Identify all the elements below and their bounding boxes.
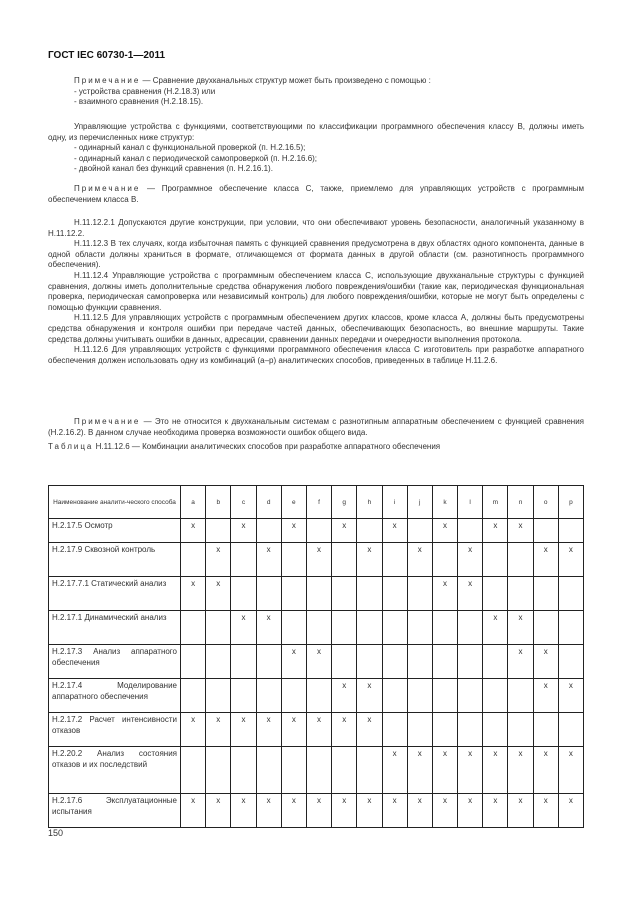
paragraph-text: Управляющие устройства с функциями, соответствующими по классификации программного обеспечения классу В, должны иметь одну, из перечисленных ниже структур: <box>48 122 584 142</box>
mark-cell-f: x <box>306 645 331 679</box>
mark-cell-p: x <box>558 747 583 794</box>
mark-cell-j <box>407 519 432 543</box>
mark-cell-n <box>508 713 533 747</box>
mark-cell-p <box>558 577 583 611</box>
note-text: — Сравнение двухканальных структур может быть произведено с помощью : <box>140 76 431 85</box>
mark-cell-n: x <box>508 645 533 679</box>
mark-cell-c: x <box>231 519 256 543</box>
mark-cell-o <box>533 611 558 645</box>
table-row <box>49 543 584 577</box>
mark-cell-f: x <box>306 794 331 828</box>
mark-cell-g <box>332 747 357 794</box>
mark-cell-g <box>332 611 357 645</box>
note-2 <box>48 184 584 205</box>
mark-cell-l <box>458 611 483 645</box>
mark-cell-m: x <box>483 611 508 645</box>
table-row <box>49 747 584 794</box>
method-name: Н.2.17.3 Анализ аппаратного обеспечения <box>49 645 181 679</box>
mark-cell-m <box>483 645 508 679</box>
mark-cell-h: x <box>357 543 382 577</box>
column-header-e: e <box>281 486 306 519</box>
mark-cell-j <box>407 577 432 611</box>
column-header-j: j <box>407 486 432 519</box>
method-column-header: Наименование аналити-ческого способа <box>49 486 181 519</box>
mark-cell-d <box>256 645 281 679</box>
mark-cell-n: x <box>508 794 533 828</box>
mark-cell-b: x <box>206 794 231 828</box>
list-item: - устройства сравнения (Н.2.18.3) или <box>74 86 216 96</box>
column-header-m: m <box>483 486 508 519</box>
mark-cell-m <box>483 679 508 713</box>
mark-cell-i <box>382 645 407 679</box>
mark-cell-h: x <box>357 794 382 828</box>
mark-cell-b <box>206 519 231 543</box>
mark-cell-d <box>256 519 281 543</box>
mark-cell-d: x <box>256 611 281 645</box>
paragraph-class-b <box>48 122 584 175</box>
mark-cell-f <box>306 577 331 611</box>
mark-cell-d: x <box>256 543 281 577</box>
mark-cell-d: x <box>256 794 281 828</box>
mark-cell-c: x <box>231 713 256 747</box>
mark-cell-a <box>181 645 206 679</box>
mark-cell-b: x <box>206 713 231 747</box>
mark-cell-p: x <box>558 679 583 713</box>
method-name: Н.2.17.4 Моделирование аппаратного обеспечения <box>49 679 181 713</box>
list-item: - взаимного сравнения (Н.2.18.15). <box>74 97 204 107</box>
column-header-h: h <box>357 486 382 519</box>
caption-label: Таблица <box>48 442 94 451</box>
mark-cell-e <box>281 611 306 645</box>
list-item: - одинарный канал с периодической самопроверкой (п. Н.2.16.6); <box>74 153 318 163</box>
note-label: Примечание <box>74 417 141 426</box>
mark-cell-k: x <box>432 794 457 828</box>
note-text: — Это не относится к двухканальным системам с разнотипным аппаратным обеспечением с функцией сравнения (Н.2.16.2). В данном случае необходима проверка возможности ошибок общего вида. <box>48 417 584 437</box>
column-header-b: b <box>206 486 231 519</box>
mark-cell-p: x <box>558 794 583 828</box>
mark-cell-i <box>382 577 407 611</box>
mark-cell-c <box>231 543 256 577</box>
mark-cell-p <box>558 611 583 645</box>
mark-cell-f: x <box>306 543 331 577</box>
clauses <box>48 218 584 366</box>
mark-cell-g <box>332 645 357 679</box>
table-row <box>49 679 584 713</box>
method-name: Н.2.17.2 Расчет интенсивности отказов <box>49 713 181 747</box>
analysis-combinations-table <box>48 485 584 828</box>
mark-cell-e: x <box>281 519 306 543</box>
mark-cell-n: x <box>508 519 533 543</box>
mark-cell-e <box>281 543 306 577</box>
mark-cell-j: x <box>407 543 432 577</box>
mark-cell-g: x <box>332 519 357 543</box>
mark-cell-l <box>458 645 483 679</box>
mark-cell-n <box>508 679 533 713</box>
mark-cell-k <box>432 679 457 713</box>
note-1 <box>48 76 584 108</box>
mark-cell-l <box>458 713 483 747</box>
mark-cell-f <box>306 519 331 543</box>
mark-cell-o: x <box>533 645 558 679</box>
table-row <box>49 519 584 543</box>
mark-cell-h <box>357 577 382 611</box>
mark-cell-e <box>281 679 306 713</box>
column-header-n: n <box>508 486 533 519</box>
clause-h11-12-2-1: Н.11.12.2.1 Допускаются другие конструкции, при условии, что они обеспечивают уровень безопасности, аналогичный указанному в Н.11.12.2. <box>48 218 584 238</box>
mark-cell-l: x <box>458 747 483 794</box>
mark-cell-e: x <box>281 645 306 679</box>
mark-cell-l: x <box>458 794 483 828</box>
mark-cell-l: x <box>458 543 483 577</box>
list-item: - двойной канал без функций сравнения (п. Н.2.16.1). <box>74 164 273 174</box>
mark-cell-e <box>281 747 306 794</box>
table-row <box>49 713 584 747</box>
mark-cell-p <box>558 645 583 679</box>
mark-cell-f <box>306 679 331 713</box>
caption-text: Н.11.12.6 — Комбинации аналитических способов при разработке аппаратного обеспечения <box>93 442 441 451</box>
mark-cell-o: x <box>533 679 558 713</box>
note-text: — Программное обеспечение класса С, также, приемлемо для управляющих устройств с программным обеспечением класса В. <box>48 184 584 204</box>
page-number: 150 <box>48 828 64 838</box>
column-header-l: l <box>458 486 483 519</box>
mark-cell-a <box>181 543 206 577</box>
note-label: Примечание <box>74 184 141 193</box>
mark-cell-f <box>306 611 331 645</box>
mark-cell-p <box>558 713 583 747</box>
mark-cell-b: x <box>206 543 231 577</box>
mark-cell-k: x <box>432 577 457 611</box>
mark-cell-m <box>483 543 508 577</box>
column-header-i: i <box>382 486 407 519</box>
mark-cell-e: x <box>281 713 306 747</box>
column-header-d: d <box>256 486 281 519</box>
mark-cell-c <box>231 679 256 713</box>
mark-cell-j <box>407 645 432 679</box>
mark-cell-l <box>458 519 483 543</box>
mark-cell-k <box>432 645 457 679</box>
mark-cell-o: x <box>533 747 558 794</box>
mark-cell-i <box>382 611 407 645</box>
mark-cell-g: x <box>332 794 357 828</box>
mark-cell-l: x <box>458 577 483 611</box>
mark-cell-d <box>256 679 281 713</box>
mark-cell-a <box>181 679 206 713</box>
mark-cell-a: x <box>181 794 206 828</box>
column-header-a: a <box>181 486 206 519</box>
mark-cell-i <box>382 679 407 713</box>
mark-cell-c <box>231 577 256 611</box>
mark-cell-c <box>231 747 256 794</box>
mark-cell-o <box>533 519 558 543</box>
mark-cell-d <box>256 747 281 794</box>
mark-cell-m: x <box>483 794 508 828</box>
method-name: Н.2.20.2 Анализ состояния отказов и их последствий <box>49 747 181 794</box>
table-caption <box>48 442 584 453</box>
column-header-g: g <box>332 486 357 519</box>
mark-cell-h <box>357 611 382 645</box>
mark-cell-i: x <box>382 794 407 828</box>
mark-cell-h: x <box>357 713 382 747</box>
mark-cell-m <box>483 713 508 747</box>
mark-cell-n <box>508 577 533 611</box>
mark-cell-m: x <box>483 747 508 794</box>
mark-cell-j <box>407 611 432 645</box>
mark-cell-j <box>407 679 432 713</box>
mark-cell-b <box>206 747 231 794</box>
mark-cell-h <box>357 645 382 679</box>
mark-cell-m <box>483 577 508 611</box>
column-header-o: o <box>533 486 558 519</box>
mark-cell-n <box>508 543 533 577</box>
mark-cell-k <box>432 713 457 747</box>
mark-cell-a: x <box>181 519 206 543</box>
mark-cell-e <box>281 577 306 611</box>
standard-header: ГОСТ IEC 60730-1—2011 <box>48 50 166 61</box>
mark-cell-o: x <box>533 543 558 577</box>
clause-h11-12-6: Н.11.12.6 Для управляющих устройств с функциями программного обеспечения класса С изготовитель при разработке аппаратного обеспечения должен использовать одну из комбинаций (a–p) аналитических способов, приведенных в таблице Н.11.2.6. <box>48 345 584 365</box>
mark-cell-o <box>533 577 558 611</box>
mark-cell-b <box>206 611 231 645</box>
table-row <box>49 645 584 679</box>
column-header-f: f <box>306 486 331 519</box>
mark-cell-m: x <box>483 519 508 543</box>
mark-cell-b <box>206 679 231 713</box>
mark-cell-d: x <box>256 713 281 747</box>
mark-cell-f <box>306 747 331 794</box>
mark-cell-a <box>181 747 206 794</box>
mark-cell-p <box>558 519 583 543</box>
method-name: Н.2.17.1 Динамический анализ <box>49 611 181 645</box>
mark-cell-p: x <box>558 543 583 577</box>
mark-cell-c: x <box>231 794 256 828</box>
clause-h11-12-5: Н.11.12.5 Для управляющих устройств с программным обеспечением других классов, кроме класса А, должны быть предусмотрены средства обнаружения и контроля ошибки при передаче частей данных, обеспечивающих безопасность, во внешние маршруты. Такие средства должны учитывать ошибки в данных, адресации, сравнении данных передачи и очередности выполнения протокола. <box>48 313 584 344</box>
mark-cell-h: x <box>357 679 382 713</box>
mark-cell-n: x <box>508 747 533 794</box>
column-header-p: p <box>558 486 583 519</box>
column-header-c: c <box>231 486 256 519</box>
mark-cell-l <box>458 679 483 713</box>
mark-cell-f: x <box>306 713 331 747</box>
table-row <box>49 794 584 828</box>
mark-cell-i: x <box>382 747 407 794</box>
mark-cell-e: x <box>281 794 306 828</box>
mark-cell-k: x <box>432 747 457 794</box>
method-name: Н.2.17.9 Сквозной контроль <box>49 543 181 577</box>
mark-cell-k <box>432 611 457 645</box>
clause-h11-12-4: Н.11.12.4 Управляющие устройства с программным обеспечением класса С, использующие двухканальные структуры с функцией сравнения, должны иметь дополнительные средства обнаружения любого повреждения/ошибки (такие как, периодическая функциональная проверка, периодическая самопроверка или независимый контроль) для любого повреждения/ошибки, которые не могут быть определены с помощью функции сравнения. <box>48 270 584 312</box>
mark-cell-k: x <box>432 519 457 543</box>
mark-cell-i <box>382 543 407 577</box>
mark-cell-j: x <box>407 747 432 794</box>
method-name: Н.2.17.6 Эксплуатационные испытания <box>49 794 181 828</box>
list-item: - одинарный канал с функциональной проверкой (п. Н.2.16.5); <box>74 143 306 153</box>
mark-cell-i: x <box>382 519 407 543</box>
method-name: Н.2.17.7.1 Статический анализ <box>49 577 181 611</box>
mark-cell-i <box>382 713 407 747</box>
method-name: Н.2.17.5 Осмотр <box>49 519 181 543</box>
mark-cell-a <box>181 611 206 645</box>
table-header-row <box>49 486 584 519</box>
mark-cell-g <box>332 543 357 577</box>
mark-cell-g <box>332 577 357 611</box>
mark-cell-j <box>407 713 432 747</box>
mark-cell-g: x <box>332 713 357 747</box>
mark-cell-k <box>432 543 457 577</box>
mark-cell-b <box>206 645 231 679</box>
table-row <box>49 611 584 645</box>
mark-cell-a: x <box>181 577 206 611</box>
clause-h11-12-3: Н.11.12.3 В тех случаях, когда избыточная память с функцией сравнения предусмотрена в двух областях одного компонента, данные в одной области должны храниться в формате, отличающемся от формата данных в другой области (см. разнотипность программного обеспечения). <box>48 239 584 270</box>
mark-cell-b: x <box>206 577 231 611</box>
column-header-k: k <box>432 486 457 519</box>
mark-cell-j: x <box>407 794 432 828</box>
note-label: Примечание <box>74 76 141 85</box>
mark-cell-c: x <box>231 611 256 645</box>
table-row <box>49 577 584 611</box>
mark-cell-d <box>256 577 281 611</box>
mark-cell-o <box>533 713 558 747</box>
mark-cell-o: x <box>533 794 558 828</box>
mark-cell-n: x <box>508 611 533 645</box>
mark-cell-h <box>357 747 382 794</box>
note-3 <box>48 417 584 438</box>
mark-cell-g: x <box>332 679 357 713</box>
mark-cell-a: x <box>181 713 206 747</box>
mark-cell-h <box>357 519 382 543</box>
mark-cell-c <box>231 645 256 679</box>
